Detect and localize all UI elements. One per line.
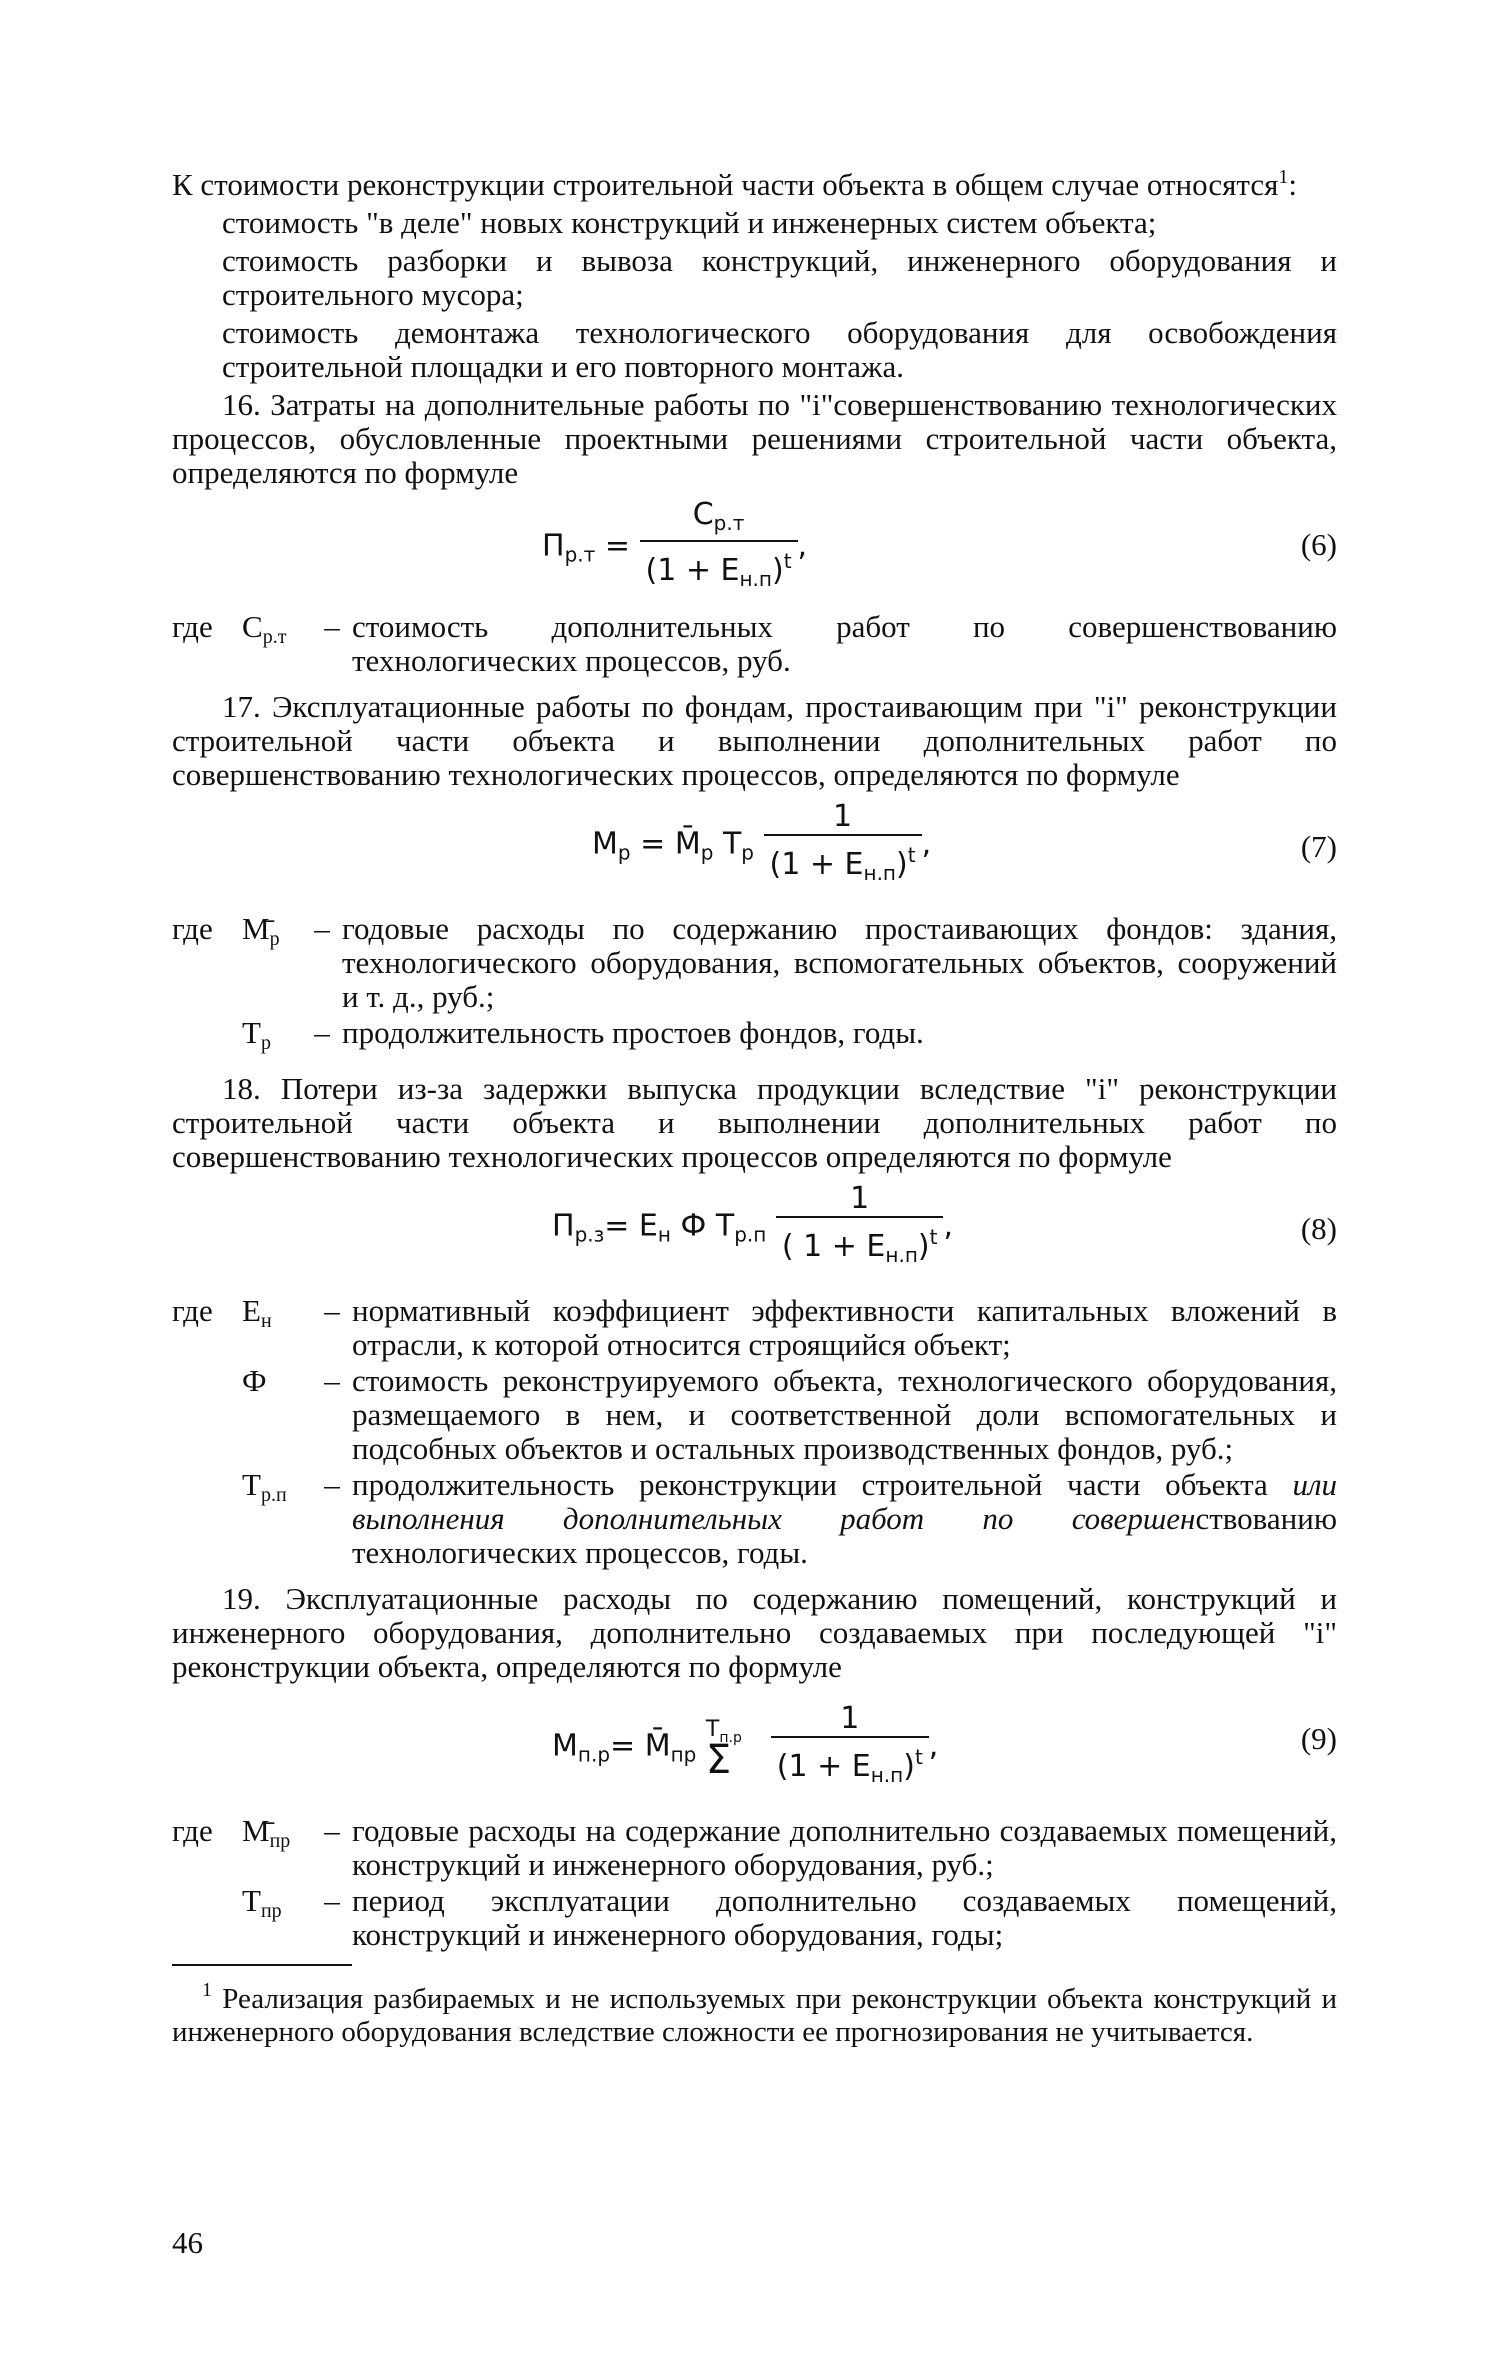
definitions-19 <box>172 1814 1337 1954</box>
intro-item: стоимость "в деле" новых конструкций и инженерных систем объекта; <box>222 205 1157 240</box>
definition-row: где $М̄_р$ – годовые расходы по содержанию простаивающих фондов: здания, технологического оборудования, вспомогательных объектов, сооружений и т. д., руб.; <box>172 911 1337 1014</box>
definition-row: $Т_р$ – продолжительность простоев фондов, годы. <box>242 1015 924 1054</box>
definition-row: Ф – стоимость реконструируемого объекта, технологического оборудования, размещаемого в нем, и соответственной доли вспомогательных и подсобных объектов и остальных производственных фондов, руб.; <box>242 1363 1337 1466</box>
sum-sign: $Т_{п.р}$ Σ <box>705 1717 742 1783</box>
fraction: $\frac{1}{( 1 + E_{н.п})^t}$ <box>776 1182 944 1272</box>
section-18-text: 18. Потери из-за задержки выпуска продукции вследствие "i" реконструкции строительной части объекта и выполнении дополнительных работ по совершенствованию технологических процессов определяются по формуле <box>172 1071 1337 1174</box>
definition-row: $Т_{пр}$ – период эксплуатации дополнительно создаваемых помещений, конструкций и инженерного оборудования, годы; <box>242 1883 1337 1952</box>
formula-9: $М_{п.р}=$ $М̄_{пр}$ $Т_{п.р}$ Σ $\frac{1}{(1 + E_{н.п})^t}$ , (9) <box>172 1692 1337 1802</box>
formula-8: $П_{р.з}= E_н$ Ф $Т_{р.п}$ $\frac{1}{( 1 + E_{н.п})^t}$ , (8) <box>172 1182 1337 1282</box>
intro-colon: : <box>1288 167 1297 202</box>
formula-6: $П_{р.т}$ = $\frac{C_{р.т}}{(1 + E_{н.п})^t}$ , (6) <box>172 498 1337 598</box>
equation-number: (7) <box>1300 829 1337 864</box>
equation-number: (9) <box>1300 1721 1337 1756</box>
section-17-text: 17. Эксплуатационные работы по фондам, простаивающим при "i" реконструкции строительной части объекта и выполнении дополнительных работ по совершенствованию технологических процессов, определяются по формуле <box>172 689 1337 792</box>
section-19-text: 19. Эксплуатационные расходы по содержанию помещений, конструкций и инженерного оборудования, дополнительно создаваемых при последующей "i" реконструкции объекта, определяются по формуле <box>172 1581 1337 1684</box>
definitions-16 <box>172 610 1337 680</box>
equation-number: (8) <box>1300 1211 1337 1246</box>
intro-item: стоимость разборки и вывоза конструкций, инженерного оборудования и строительного мусора; <box>222 243 1337 312</box>
definitions-18 <box>172 1294 1337 1572</box>
fraction: $\frac{1}{(1 + E_{н.п})^t}$ <box>771 1702 929 1792</box>
formula-7: $М_р$ = $М̄_р$ $Т_р$ $\frac{1}{(1 + E_{н.п})^t}$ , (7) <box>172 800 1337 900</box>
footnote: $^1$ Реализация разбираемых и не используемых при реконструкции объекта конструкций и инженерного оборудования вследствие сложности ее прогнозирования не учитывается. <box>172 1979 1338 2048</box>
section-16-text: 16. Затраты на дополнительные работы по "i"совершенствованию технологических процессов, обусловленные проектными решениями строительной части объекта, определяются по формуле <box>172 387 1337 490</box>
definition-row: где $М̄_{пр}$ – годовые расходы на содержание дополнительно создаваемых помещений, конструкций и инженерного оборудования, руб.; <box>172 1813 1337 1882</box>
definition-row: где $Е_н$ – нормативный коэффициент эффективности капитальных вложений в отрасли, к которой относится строящийся объект; <box>172 1293 1337 1362</box>
definition-row: где $С_{р.т}$ – стоимость дополнительных работ по совершенствованию технологических процессов, руб. <box>172 609 1337 678</box>
definition-row: $Т_{р.п}$ – продолжительность реконструкции строительной части объекта или выполнения дополнительных работ по совершенствованию технологических процессов, годы. <box>242 1467 1337 1570</box>
footnote-divider <box>172 1964 352 1966</box>
page-number: 46 <box>172 2225 203 2260</box>
fraction: $\frac{C_{р.т}}{(1 + E_{н.п})^t}$ <box>640 498 798 596</box>
intro-paragraph <box>172 160 1337 202</box>
fraction: $\frac{1}{(1 + E_{н.п})^t}$ <box>764 800 922 890</box>
intro-item: стоимость демонтажа технологического оборудования для освобождения строительной площадки и его повторного монтажа. <box>222 315 1337 384</box>
footnote-ref: 1 <box>1278 166 1289 188</box>
equation-number: (6) <box>1300 527 1337 562</box>
definitions-17 <box>172 912 1337 1062</box>
page-content <box>172 160 1337 2049</box>
intro-text: К стоимости реконструкции строительной части объекта в общем случае относятся <box>172 167 1279 202</box>
